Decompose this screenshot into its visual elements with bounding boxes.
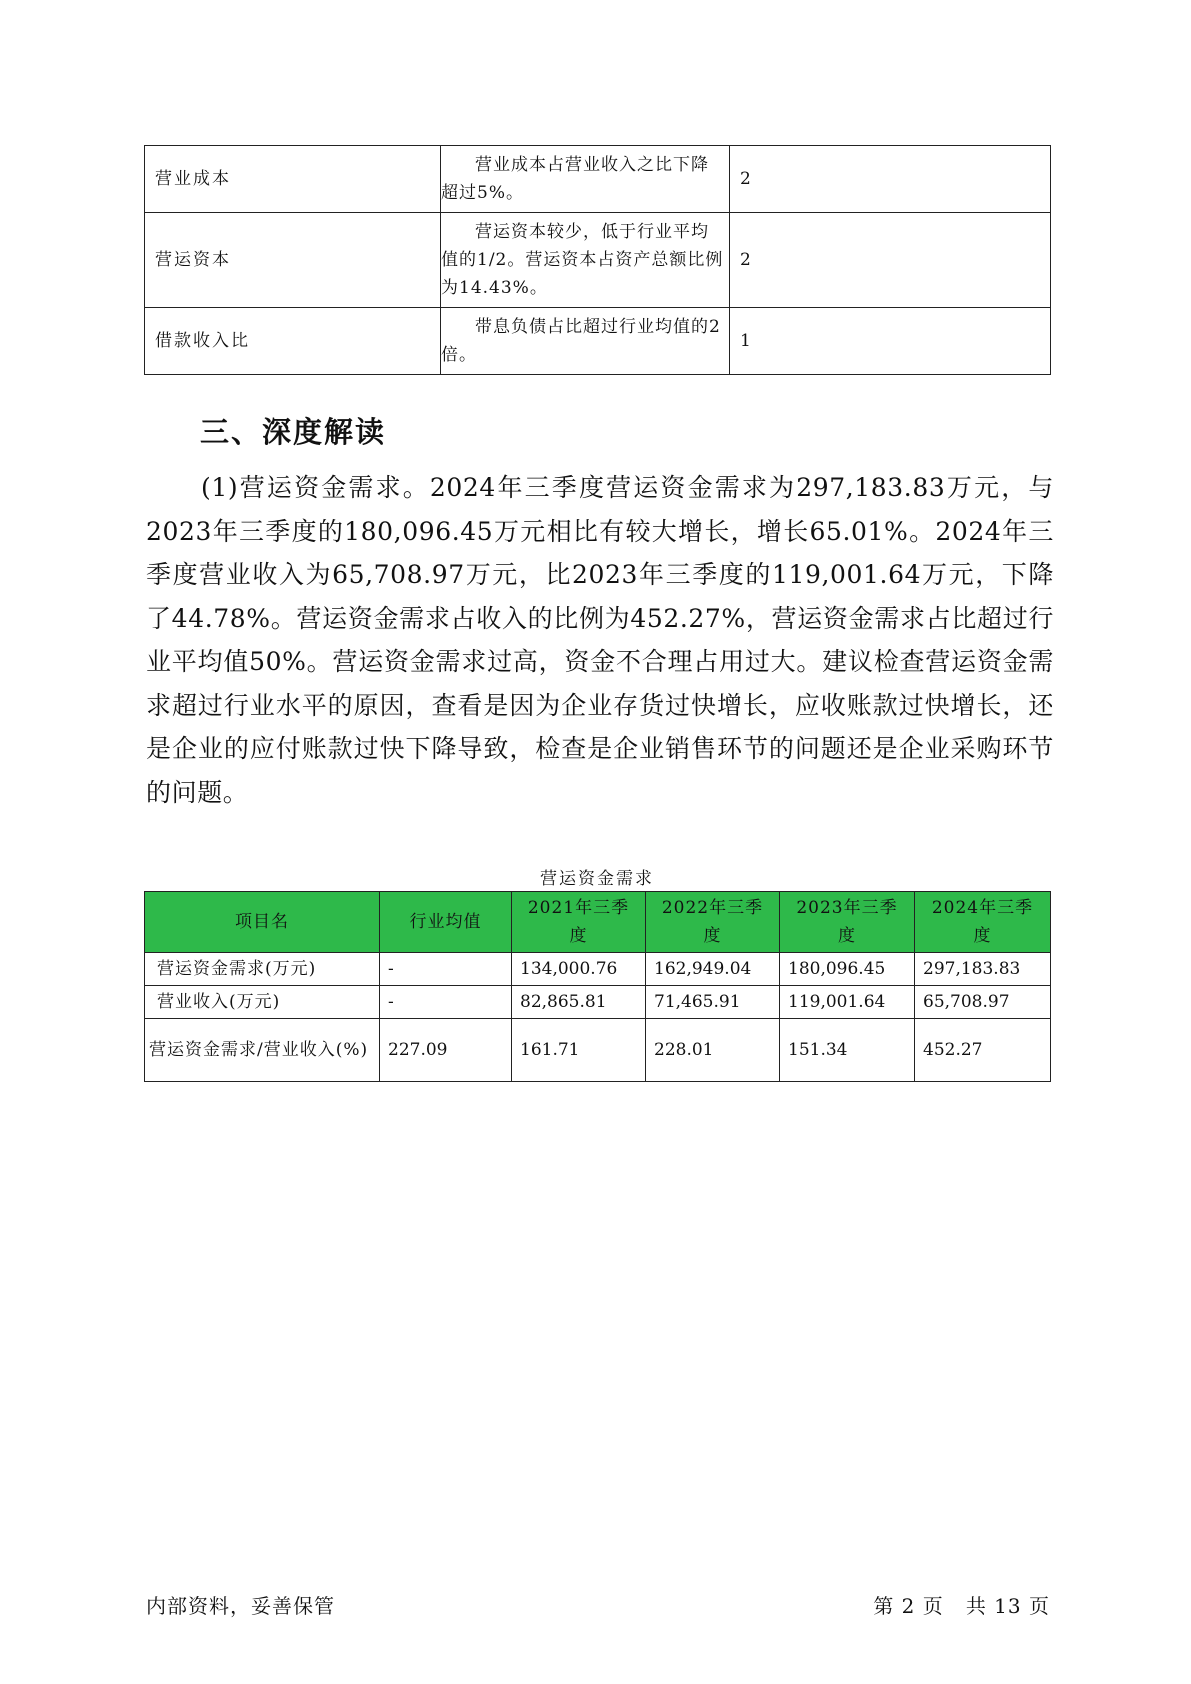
row-label: 营运资金需求(万元)	[145, 953, 380, 986]
table-cell: 297,183.83	[915, 953, 1051, 986]
table-cell: 227.09	[380, 1019, 512, 1082]
risk-indicator-table	[144, 145, 1051, 375]
table-header-row	[145, 892, 1051, 953]
table-cell: 71,465.91	[646, 986, 780, 1019]
indicator-name: 营运资本	[145, 213, 441, 308]
indicator-description: 带息负债占比超过行业均值的2倍。	[441, 308, 730, 375]
table-cell: -	[380, 953, 512, 986]
indicator-score: 2	[730, 146, 1051, 213]
table-cell: 82,865.81	[512, 986, 646, 1019]
table-cell: 452.27	[915, 1019, 1051, 1082]
column-header: 2022年三季度	[646, 892, 780, 953]
column-header: 行业均值	[380, 892, 512, 953]
row-label: 营业收入(万元)	[145, 986, 380, 1019]
table-cell: 119,001.64	[780, 986, 915, 1019]
indicator-score: 1	[730, 308, 1051, 375]
table-cell: 228.01	[646, 1019, 780, 1082]
analysis-paragraph: (1)营运资金需求。2024年三季度营运资金需求为297,183.83万元，与2023年三季度的180,096.45万元相比有较大增长，增长65.01%。2024年三季度营业收入为65,708.97万元，比2023年三季度的119,001.64万元，下降了44.78%。营运资金需求占收入的比例为452.27%，营运资金需求占比超过行业平均值50%。营运资金需求过高，资金不合理占用过大。建议检查营运资金需求超过行业水平的原因，查看是因为企业存货过快增长，应收账款过快增长，还是企业的应付账款过快下降导致，检查是企业销售环节的问题还是企业采购环节的问题。	[146, 473, 1054, 807]
column-header: 项目名	[145, 892, 380, 953]
footer-confidential-note: 内部资料，妥善保管	[146, 1594, 335, 1618]
indicator-name: 营业成本	[145, 146, 441, 213]
indicator-name: 借款收入比	[145, 308, 441, 375]
section-title: 三、深度解读	[200, 415, 387, 449]
column-header: 2024年三季度	[915, 892, 1051, 953]
page-number: 第 2 页 共 13 页	[873, 1594, 1050, 1618]
indicator-description: 营运资本较少，低于行业平均值的1/2。营运资本占资产总额比例为14.43%。	[441, 213, 730, 308]
table-cell: 162,949.04	[646, 953, 780, 986]
column-header: 2021年三季度	[512, 892, 646, 953]
table-cell: 65,708.97	[915, 986, 1051, 1019]
table-cell: 151.34	[780, 1019, 915, 1082]
row-label: 营运资金需求/营业收入(%)	[145, 1019, 380, 1082]
table-row	[145, 146, 1051, 213]
table-cell: 134,000.76	[512, 953, 646, 986]
column-header: 2023年三季度	[780, 892, 915, 953]
table-caption: 营运资金需求	[540, 869, 654, 889]
table-row	[145, 308, 1051, 375]
table-cell: 180,096.45	[780, 953, 915, 986]
table-row	[145, 986, 1051, 1019]
table-row	[145, 1019, 1051, 1082]
indicator-score: 2	[730, 213, 1051, 308]
table-cell: -	[380, 986, 512, 1019]
table-row	[145, 953, 1051, 986]
indicator-description: 营业成本占营业收入之比下降超过5%。	[441, 146, 730, 213]
table-row	[145, 213, 1051, 308]
working-capital-table	[144, 891, 1051, 1082]
table-cell: 161.71	[512, 1019, 646, 1082]
